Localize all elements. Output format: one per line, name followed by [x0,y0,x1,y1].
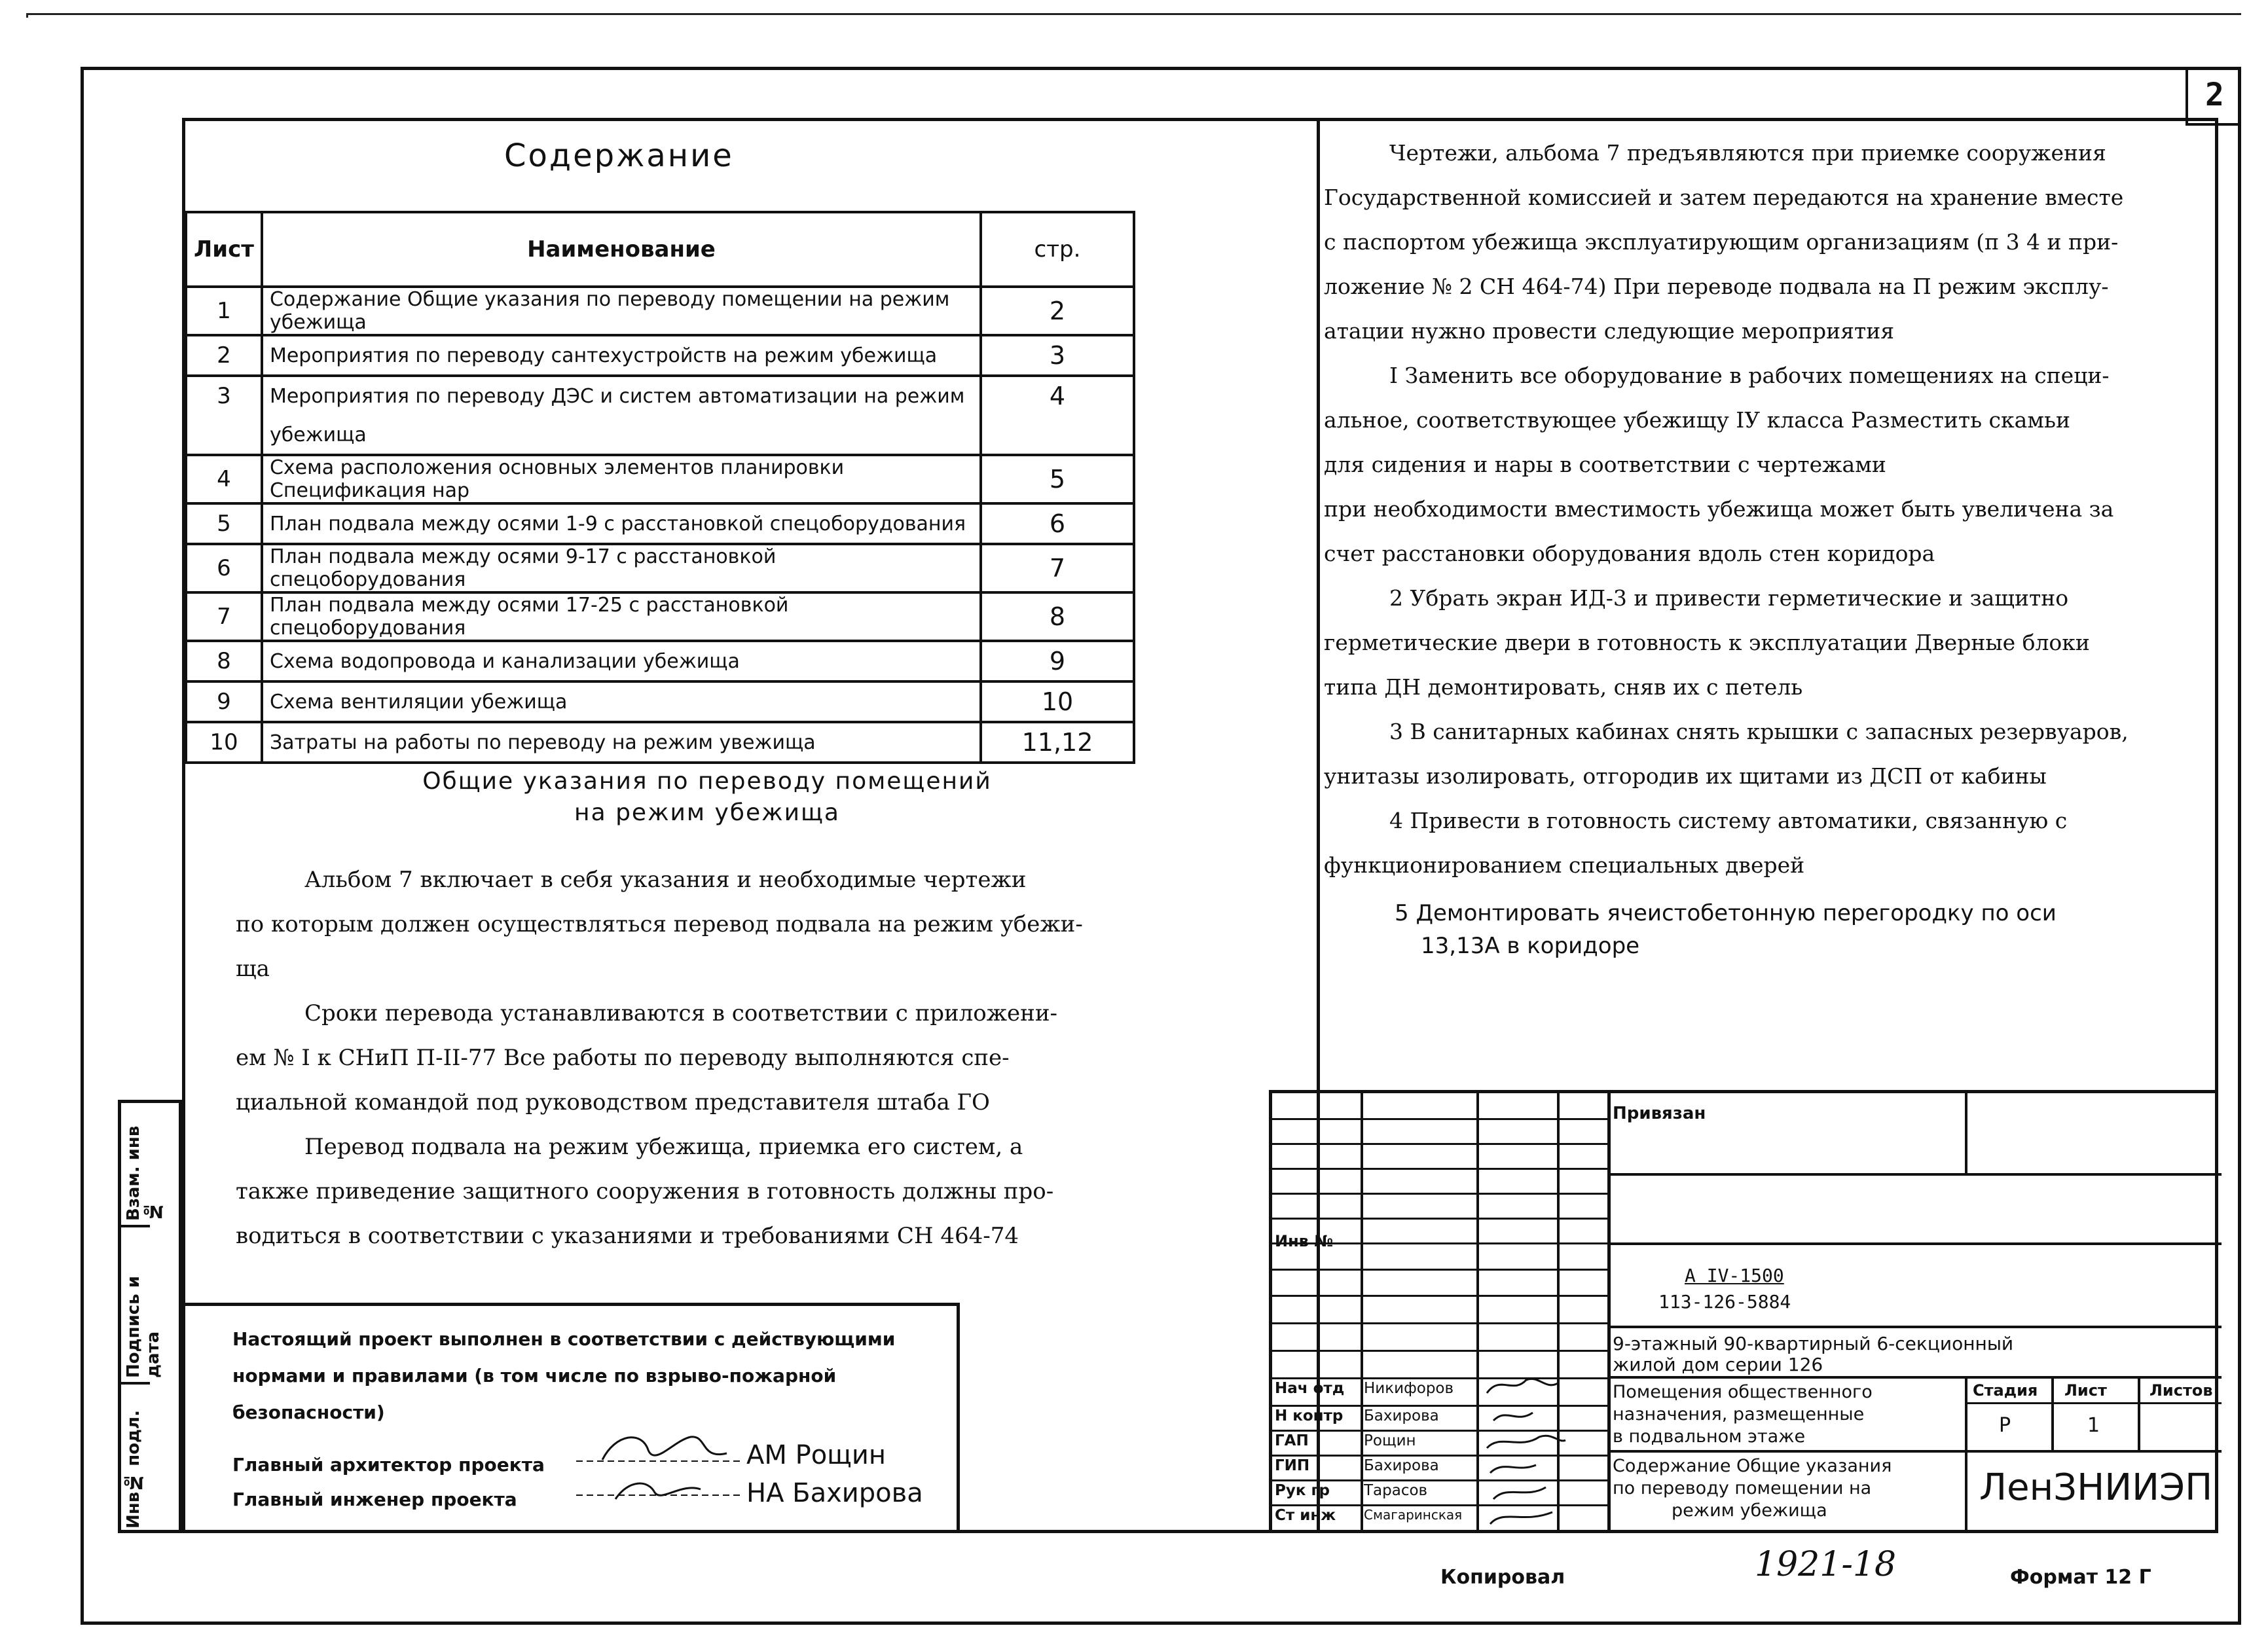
toc-name: Затраты на работы по переводу на режим увежища [262,722,981,763]
stamp-premises [1613,1381,1873,1448]
stamp-person: Рощин [1364,1432,1416,1449]
toc-page: 9 [981,641,1134,681]
toc-header-page: стр. [981,212,1134,287]
footer-kopiroval: Копировал [1440,1566,1565,1589]
right-line: 4 Привести в готовность систему автоматики, связанную с [1389,808,2068,833]
general-line: Перевод подвала на режим убежища, приемка его систем, а [304,1134,1023,1160]
stamp-building2: жилой дом серии 126 [1613,1354,1823,1375]
right-line: при необходимости вместимость убежища может быть увеличена за [1324,496,2114,522]
toc-num: 8 [186,641,262,681]
side-inv: Инв№ подл. [124,1410,143,1529]
right-item5-line2: 13,13А в коридоре [1421,933,1640,959]
signature-marks [576,1427,746,1512]
stamp-person: Бахирова [1364,1457,1439,1474]
toc-num: 10 [186,722,262,763]
stamp-premises-line: назначения, размещенные [1613,1404,1865,1424]
toc-name: План подвала между осями 9-17 с расстановкой спецоборудования [262,544,981,592]
toc-name: Схема расположения основных элементов планировки Спецификация нар [262,455,981,503]
right-line: альное, соответствующее убежищу IУ класса Разместить скамьи [1324,407,2070,433]
toc-name: План подвала между осями 17-25 с расстановкой спецоборудования [262,592,981,641]
toc-num [186,416,262,456]
toc-header-row [186,212,1134,287]
toc-page: 8 [981,592,1134,641]
general-line: Альбом 7 включает в себя указания и необходимые чертежи [304,867,1027,893]
toc-page [981,416,1134,456]
toc-page: 10 [981,681,1134,722]
toc-num: 6 [186,544,262,592]
side-podp: Подпись и дата [124,1276,163,1378]
right-line: унитазы изолировать, отгородив их щитами из ДСП от кабины [1324,763,2047,789]
right-line: Государственной комиссией и затем передаются на хранение вместе [1324,185,2124,210]
general-line: Сроки перевода устанавливаются в соответствии с приложени- [304,1000,1057,1026]
toc-num: 4 [186,455,262,503]
toc-row [186,641,1134,681]
right-line: 3 В санитарных кабинах снять крышки с запасных резервуаров, [1389,719,2129,744]
stamp-person: Тарасов [1364,1482,1428,1499]
note-line: Настоящий проект выполнен в соответствии с действующими [232,1328,896,1350]
right-line: ложение № 2 СН 464-74) При переводе подвала на П режим эксплу- [1324,274,2109,299]
right-line: Чертежи, альбома 7 предъявляются при приемке сооружения [1389,140,2106,166]
stamp-signatures [1480,1375,1605,1529]
general-line: водиться в соответствии с указаниями и требованиями СН 464-74 [236,1223,1019,1249]
toc-name: убежища [262,416,981,456]
general-line: циальной командой под руководством представителя штаба ГО [236,1089,990,1115]
stamp-sheet-title-line: по переводу помещении на [1613,1478,1872,1498]
right-line: для сидения и нары в соответствии с чертежами [1324,452,1886,477]
right-line: герметические двери в готовность к эксплуатации Дверные блоки [1324,630,2090,655]
stamp-sheet-title [1613,1455,1892,1522]
side-strip [118,1100,182,1533]
stamp-premises-line: Помещения общественного [1613,1382,1873,1402]
general-heading-line1: Общие указания по переводу помещений [422,768,992,795]
right-line: счет расстановки оборудования вдоль стен коридора [1324,541,1935,566]
toc-page: 3 [981,335,1134,376]
stamp-role: Нач отд [1275,1380,1345,1397]
toc-name: Схема вентиляции убежища [262,681,981,722]
toc-table [185,211,1135,764]
stamp-role: Ст инж [1275,1507,1336,1524]
right-line: 2 Убрать экран ИД-3 и привести герметические и защитно [1389,585,2069,611]
stamp-role: Н контр [1275,1407,1344,1424]
stamp-role: ГАП [1275,1432,1309,1449]
stamp-person: Бахирова [1364,1407,1439,1424]
stamp-stage-label: Стадия [1973,1381,2038,1400]
toc-header-name: Наименование [262,212,981,287]
toc-page: 7 [981,544,1134,592]
chief-engineer-label: Главный инженер проекта [232,1489,517,1510]
stamp-sheets-label: Листов [2149,1381,2213,1400]
stamp-sheet-label: Лист [2064,1381,2107,1400]
toc-page: 2 [981,287,1134,335]
toc-num: 3 [186,376,262,416]
toc-page: 5 [981,455,1134,503]
right-line: с паспортом убежища эксплуатирующим организациям (п 3 4 и при- [1324,229,2119,255]
top-border-line [26,13,2241,18]
toc-row [186,376,1134,416]
right-line: типа ДН демонтировать, сняв их с петель [1324,674,1803,700]
toc-name: Схема водопровода и канализации убежища [262,641,981,681]
right-item5-line1: 5 Демонтировать ячеистобетонную перегородку по оси [1395,900,2057,926]
general-text [236,858,1283,1258]
compliance-note [232,1321,953,1431]
stamp-stage: Р [1999,1414,2011,1437]
stamp-code1: А IV-1500 [1685,1265,1784,1286]
toc-row [186,416,1134,456]
stamp-person: Никифоров [1364,1380,1454,1397]
right-line: I Заменить все оборудование в рабочих помещениях на специ- [1389,363,2110,388]
toc-row [186,544,1134,592]
general-heading [327,766,1087,829]
stamp-role: Рук гр [1275,1482,1330,1499]
toc-num: 1 [186,287,262,335]
toc-row [186,455,1134,503]
right-line: функционированием специальных дверей [1324,852,1805,878]
general-line: ща [236,956,270,982]
general-heading-line2: на режим убежища [574,799,840,826]
toc-name: Мероприятия по переводу ДЭС и систем автоматизации на режим [262,376,981,416]
toc-header-sheet: Лист [186,212,262,287]
toc-num: 5 [186,503,262,544]
footer-format: Формат 12 Г [2010,1566,2151,1589]
stamp-privyazan: Привязан [1613,1104,1706,1123]
toc-row [186,681,1134,722]
toc-name: План подвала между осями 1-9 с расстановкой спецоборудования [262,503,981,544]
toc-page: 6 [981,503,1134,544]
toc-page: 11,12 [981,722,1134,763]
toc-name: Содержание Общие указания по переводу помещении на режим убежища [262,287,981,335]
right-item5 [1395,897,2057,962]
footer-number: 1921-18 [1755,1545,1897,1584]
contents-title: Содержание [504,137,734,174]
chief-architect-name: АМ Рощин [746,1440,887,1470]
right-text [1324,131,2227,888]
toc-row [186,287,1134,335]
sheet-number: 2 [2186,67,2241,126]
toc-page: 4 [981,376,1134,416]
stamp-person: Смагаринская [1364,1507,1463,1523]
stamp-organization: ЛенЗНИИЭП [1979,1466,2213,1509]
toc-row [186,503,1134,544]
general-line: также приведение защитного сооружения в готовность должны про- [236,1178,1054,1205]
toc-num: 7 [186,592,262,641]
toc-num: 9 [186,681,262,722]
chief-engineer-name: НА Бахирова [746,1478,923,1508]
toc-row [186,592,1134,641]
toc-name: Мероприятия по переводу сантехустройств на режим убежища [262,335,981,376]
stamp-inv-no: Инв № [1275,1232,1334,1250]
side-vzam: Взам. инв № [124,1125,163,1221]
general-line: по которым должен осуществляться перевод подвала на режим убежи- [236,911,1083,937]
chief-architect-label: Главный архитектор проекта [232,1454,545,1476]
stamp-role: ГИП [1275,1457,1310,1474]
stamp-premises-line: в подвальном этаже [1613,1426,1806,1447]
stamp-sheet-title-line: режим убежища [1672,1500,1827,1521]
toc-row [186,335,1134,376]
right-line: атации нужно провести следующие мероприятия [1324,318,1895,344]
toc-row [186,722,1134,763]
stamp-code2: 113-126-5884 [1658,1291,1791,1313]
stamp-sheet: 1 [2087,1414,2100,1437]
toc-num: 2 [186,335,262,376]
stamp-sheet-title-line: Содержание Общие указания [1613,1456,1892,1476]
stamp-building1: 9-этажный 90-квартирный 6-секционный [1613,1333,2014,1354]
general-line: ем № I к СНиП П-II-77 Все работы по переводу выполняются спе- [236,1045,1010,1071]
note-line: нормами и правилами (в том числе по взрыво-пожарной [232,1365,837,1386]
note-line: безопасности) [232,1402,385,1423]
title-block [1269,1090,2218,1533]
